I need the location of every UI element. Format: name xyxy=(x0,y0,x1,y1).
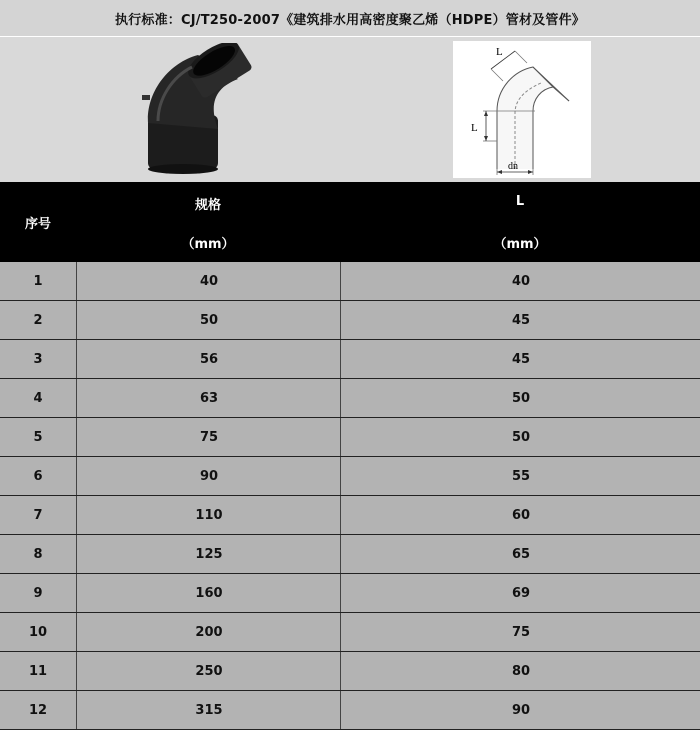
diagram-label-dn: dn xyxy=(508,161,518,172)
row-index: 5 xyxy=(33,429,43,445)
row-spec: 56 xyxy=(76,340,341,378)
standard-title: 执行标准：CJ/T250-2007《建筑排水用高密度聚乙烯（HDPE）管材及管件》 xyxy=(0,0,700,36)
elbow-dimension-diagram xyxy=(453,41,591,178)
row-length: 45 xyxy=(340,301,700,339)
table-row xyxy=(0,496,700,535)
row-index: 10 xyxy=(28,624,48,640)
row-spec: 63 xyxy=(76,379,341,417)
elbow-fitting-photo xyxy=(128,43,260,175)
row-length: 50 xyxy=(340,379,700,417)
table-header xyxy=(0,182,700,262)
table-row xyxy=(0,301,700,340)
row-index: 9 xyxy=(33,585,43,601)
row-index: 4 xyxy=(33,390,43,406)
row-spec: 75 xyxy=(76,418,341,456)
row-length: 75 xyxy=(340,613,700,651)
header-spec-label: 规格 xyxy=(194,198,221,213)
table-row xyxy=(0,457,700,496)
row-index: 8 xyxy=(33,546,43,562)
row-index: 12 xyxy=(28,702,48,718)
row-index: 7 xyxy=(33,507,43,523)
product-image-area xyxy=(0,37,700,182)
row-length: 45 xyxy=(340,340,700,378)
row-length: 50 xyxy=(340,418,700,456)
table-row xyxy=(0,379,700,418)
table-row xyxy=(0,262,700,301)
row-length: 60 xyxy=(340,496,700,534)
row-length: 40 xyxy=(340,262,700,300)
row-spec: 125 xyxy=(76,535,341,573)
row-index: 1 xyxy=(33,273,43,289)
header-index: 序号 xyxy=(24,216,51,232)
header-length xyxy=(340,182,700,262)
row-spec: 40 xyxy=(76,262,341,300)
row-length: 55 xyxy=(340,457,700,495)
header-length-unit: （mm） xyxy=(493,237,547,252)
table-row xyxy=(0,535,700,574)
row-index: 11 xyxy=(28,663,48,679)
row-length: 65 xyxy=(340,535,700,573)
diagram-label-l-top: L xyxy=(496,46,503,58)
header-spec xyxy=(76,182,340,262)
row-length: 69 xyxy=(340,574,700,612)
table-row xyxy=(0,691,700,730)
table-row xyxy=(0,613,700,652)
header-spec-unit: （mm） xyxy=(181,237,235,252)
row-index: 3 xyxy=(33,351,43,367)
header-length-label: L xyxy=(515,194,525,209)
row-spec: 90 xyxy=(76,457,341,495)
row-spec: 315 xyxy=(76,691,341,729)
table-row xyxy=(0,652,700,691)
row-spec: 250 xyxy=(76,652,341,690)
table-row xyxy=(0,574,700,613)
row-spec: 200 xyxy=(76,613,341,651)
row-spec: 110 xyxy=(76,496,341,534)
row-spec: 50 xyxy=(76,301,341,339)
table-row xyxy=(0,340,700,379)
row-index: 6 xyxy=(33,468,43,484)
row-spec: 160 xyxy=(76,574,341,612)
row-length: 80 xyxy=(340,652,700,690)
table-row xyxy=(0,418,700,457)
diagram-label-l-side: L xyxy=(471,122,478,134)
row-length: 90 xyxy=(340,691,700,729)
row-index: 2 xyxy=(33,312,43,328)
